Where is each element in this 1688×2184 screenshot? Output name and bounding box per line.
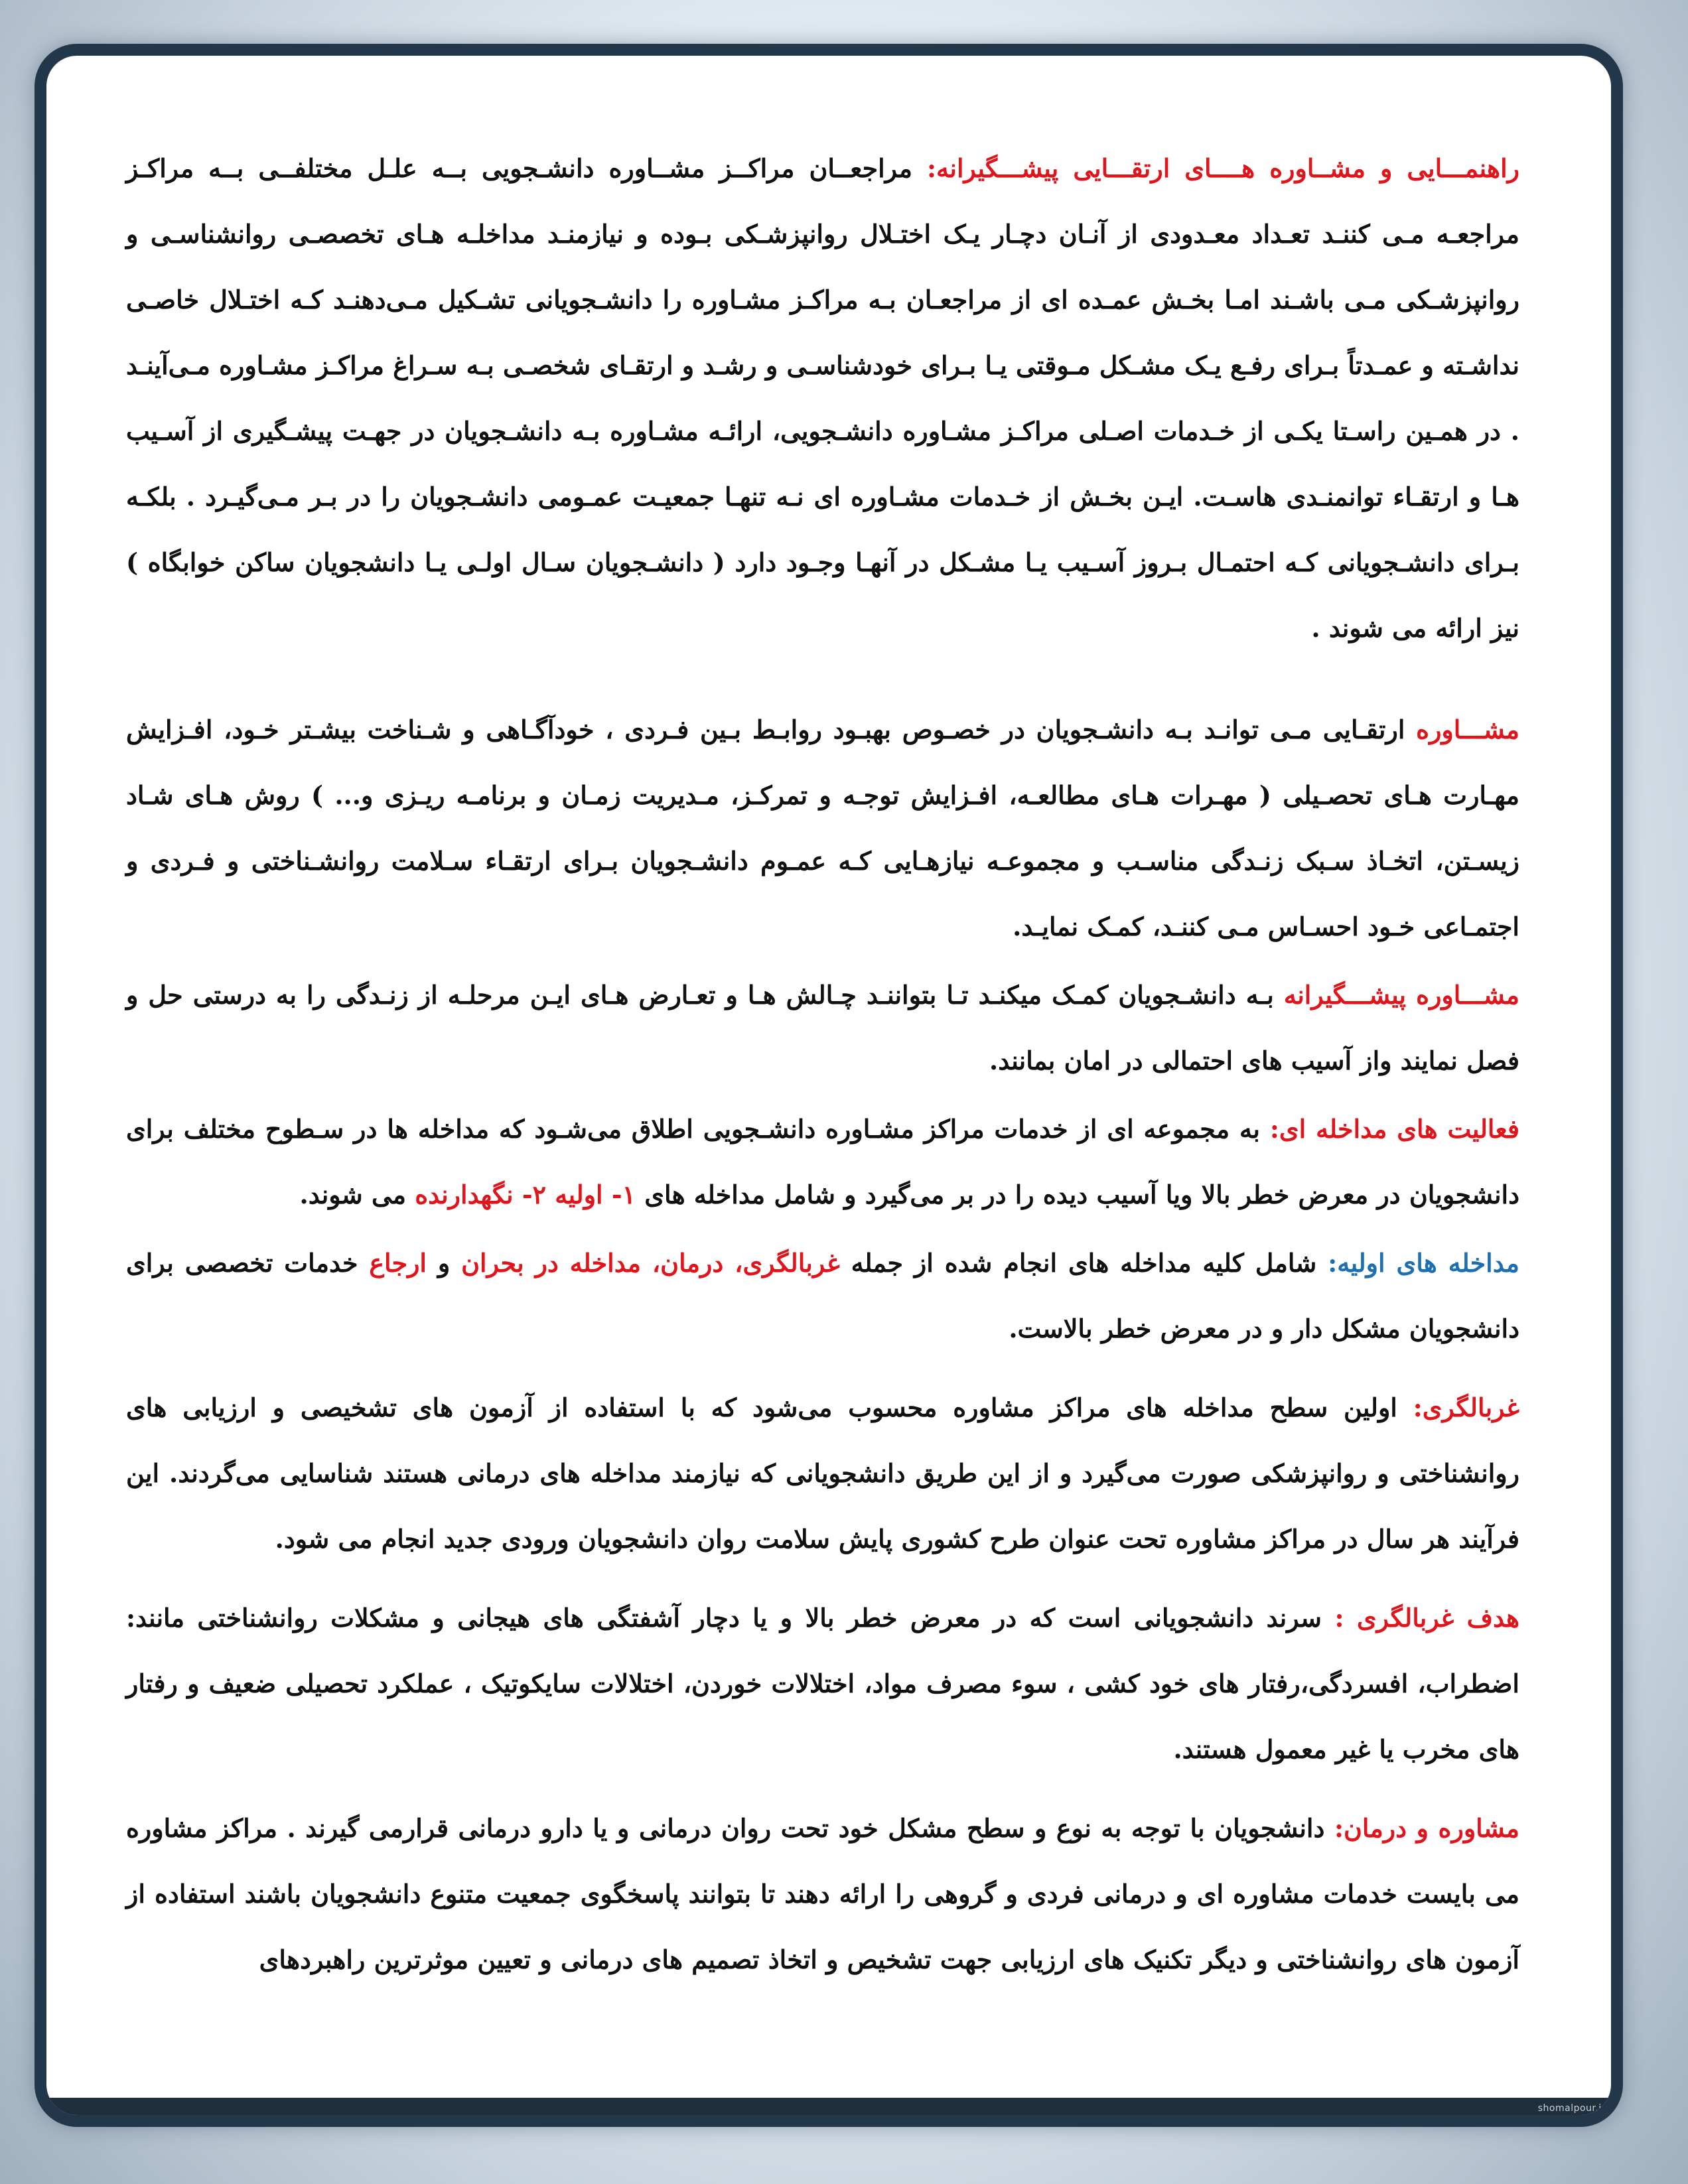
- paragraph-text: ارتقـایی مـی توانـد بـه دانشـجویان در خصـوص بهبـود روابـط بـین فـردی ، خودآگـاهی و شـناخت بیشـتر خـود، افـزایش مهـارت هـای تحصـیلی ( مهـرات هـای مطالعـه، افـزایش توجـه و تمرکـز، مـدیریت زمـان و برنامـه ریـزی و... ) روش هـای شـاد زیسـتن، اتخـاذ سـبک زنـدگی مناسـب و مجموعـه نیازهـایی کـه عمـوم دانشـجویان بـرای ارتقـاء سـلامت روانشـناختی و فـردی و اجتمـاعی خـود احسـاس مـی کننـد، کمـک نمایـد.: [126, 715, 1519, 941]
- paragraph-tail: می شوند.: [299, 1180, 415, 1209]
- paragraph-preventive: [126, 962, 1519, 1093]
- footer-strip: [46, 2098, 1611, 2115]
- page-frame: [35, 44, 1623, 2127]
- paragraph-counseling: [126, 697, 1519, 959]
- paragraph-primary-interventions: [126, 1230, 1519, 1361]
- heading-screening: غربالگری:: [1413, 1393, 1519, 1422]
- paragraph-text: به مجموعه ای از خدمات مراکز مشـاوره دانشـجویی اطلاق می‌شـود که مداخله ها در سـطوح مختلف برای دانشجویان در معرض خطر بالا ویا آسیب دیده را در بر می‌گیرد و شامل مداخله های: [126, 1114, 1519, 1209]
- paragraph-text: سرند دانشجویانی است که در معرض خطر بالا و یا دچار آشفتگی های هیجانی و مشکلات روانشناختی مانند: اضطراب، افسردگی،رفتار های خود کشی ، سوء مصرف مواد، اختلالات خوردن، اختلالات سایکوتیک ، عملکرد تحصیلی ضعیف و رفتار های مخرب یا غیر معمول هستند.: [126, 1603, 1519, 1764]
- intervention-types: ۱- اولیه ۲- نگهدارنده: [415, 1180, 636, 1209]
- heading-preventive-guidance: راهنمـــایی و مشــاوره هــــای ارتقـــایی پیشـــگیرانه:: [927, 153, 1519, 183]
- paragraph-text: بـه دانشـجویان کمـک میکنـد تـا بتواننـد چـالش هـا و تعـارض هـای ایـن مرحلـه از زنـدگی را به درستی حل و فصل نمایند واز آسیب های احتمالی در امان بمانند.: [126, 980, 1519, 1075]
- paragraph-screening: [126, 1375, 1519, 1572]
- heading-counseling-therapy: مشاوره و درمان:: [1334, 1813, 1519, 1843]
- paragraph-tail: خدمات تخصصی برای دانشجویان مشکل دار و در معرض خطر بالاست.: [126, 1248, 1519, 1343]
- paragraph-conjunction: و: [427, 1248, 462, 1278]
- heading-preventive: مشـــاوره پیشـــگیرانه: [1283, 980, 1520, 1010]
- watermark: shomalpour.ir: [1537, 2103, 1606, 2114]
- paragraph-text: شامل کلیه مداخله های انجام شده از جمله: [839, 1248, 1328, 1278]
- highlight-referral: ارجاع: [369, 1248, 427, 1278]
- heading-counseling: مشـــاوره: [1416, 715, 1519, 744]
- paragraph-text: اولین سطح مداخله های مراکز مشاوره محسوب می‌شود که با استفاده از آزمون های تشخیصی و ارزیابی های روانشناختی و روانپزشکی صورت می‌گیرد و از این طریق دانشجویانی که نیازمند مداخله های درمانی هستند شناسایی می‌گردند. این فرآیند هر سال در مراکز مشاوره تحت عنوان طرح کشوری پایش سلامت روان دانشجویان ورودی جدید انجام می شود.: [126, 1393, 1519, 1554]
- document-body: [126, 135, 1519, 1992]
- paragraph-text: مراجعــان مراکــز مشــاوره دانشـجویی بــه علـل مختلفــی بــه مراکـز مراجعـه مـی کننـد تعـداد معـدودی از آنـان دچـار یـک اختـلال روانپزشـکی بـوده و نیازمنـد مداخلـه هـای تخصصـی روانشناسـی و روانپزشـکی مـی باشـند امـا بخـش عمـده ای از مراجعـان بـه مراکـز مشـاوره را دانشـجویانی تشـکیل مـی‌دهنـد کـه اختـلال خاصـی نداشـته و عمـدتاً بـرای رفـع یـک مشـکل مـوقتی یـا بـرای خودشناسـی و رشـد و ارتقـای شخصـی بـه سـراغ مراکـز مشـاوره مـی‌آینـد . در همـین راسـتا یکـی از خـدمات اصـلی مراکـز مشـاوره دانشـجویی، ارائـه مشـاوره بـه دانشـجویان در جهـت پیشـگیری از آسـیب هـا و ارتقـاء توانمنـدی هاسـت. ایـن بخـش از خـدمات مشـاوره ای نـه تنهـا جمعیـت عمـومی دانشـجویان را در بـر مـی‌گیـرد . بلکـه بـرای دانشـجویانی کـه احتمـال بـروز آسـیب یـا مشـکل در آنهـا وجـود دارد ( دانشـجویان سـال اولـی یـا دانشجویان ساکن خوابگاه ) نیز ارائه می شوند .: [126, 153, 1519, 643]
- heading-screening-goal: هدف غربالگری :: [1334, 1603, 1520, 1633]
- heading-primary-interventions: مداخله های اولیه:: [1328, 1248, 1520, 1278]
- paragraph-interventions: [126, 1096, 1519, 1227]
- paragraph-counseling-therapy: [126, 1795, 1519, 1992]
- heading-interventions: فعالیت های مداخله ای:: [1269, 1114, 1519, 1144]
- paragraph-text: دانشجویان با توجه به نوع و سطح مشکل خود تحت روان درمانی و یا دارو درمانی قرارمی گیرند . مراکز مشاوره می بایست خدمات مشاوره ای و درمانی فردی و گروهی را ارائه دهند تا بتوانند پاسخگوی جمعیت متنوع دانشجویان باشند استفاده از آزمون های روانشناختی و دیگر تکنیک های ارزیابی جهت تشخیص و اتخاذ تصمیم های درمانی و تعیین موثرترین راهبردهای: [126, 1813, 1519, 1974]
- highlight-services: غربالگری، درمان، مداخله در بحران: [461, 1248, 840, 1278]
- paragraph-preventive-counseling: [126, 135, 1519, 661]
- paragraph-screening-goal: [126, 1585, 1519, 1782]
